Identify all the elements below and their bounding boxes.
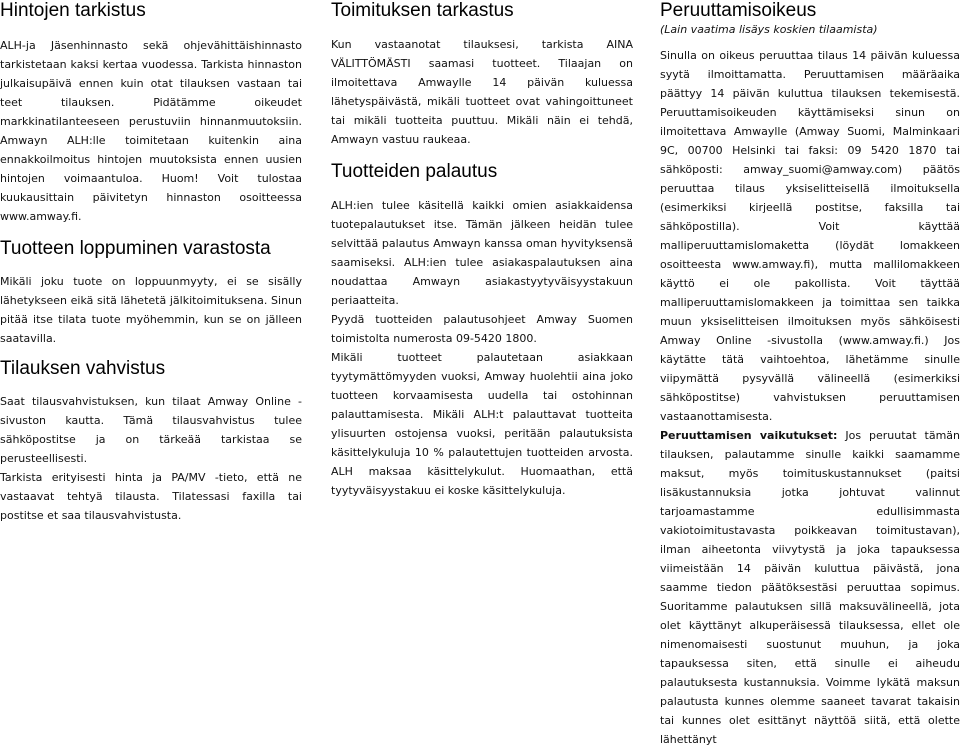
paragraph-order-confirmation-2: Tarkista erityisesti hinta ja PA/MV -tieto, että ne vastaavat tehtyä tilausta. Tilatessasi faxilla tai postitse et saa tilausvahvistusta. bbox=[0, 471, 302, 522]
paragraph-delivery-check: Kun vastaanotat tilauksesi, tarkista AINA VÄLITTÖMÄSTI saamasi tuotteet. Tilaajan on ilmoitettava Amwaylle 14 päivän kuluessa lähetyspäivästä, mikäli tuotteet ovat vahingoittuneet tai mikäli tuotteita puuttuu. Mikäli näin ei tehdä, Amwayn vastuu raukeaa. bbox=[331, 38, 633, 146]
withdrawal-effects-text: Jos peruutat tämän tilauksen, palautamme sinulle kaikki saamamme maksut, myös toimituskustannukset (paitsi lisäkustannuksia jotka johtuvat valinnut tarjoamastamme edullisimmasta vakiotoimitustavasta poikkeavan toimitustavan), ilman aiheetonta viivytystä ja joka tapauksessa viimeistään 14 päivän kuluttua päivästä, jona saamme tiedon päätöksestäsi peruuttaa sopimus. Suoritamme palautuksen sillä maksuvälineellä, jota olet käyttänyt alkuperäisessä tilauksessa, ellet ole nimenomaisesti suostunut muuhun, ja joka tapauksessa siten, että sinulle ei aiheudu palautuksesta kustannuksia. Voimme lykätä maksun palautusta kunnes olemme saaneet tavarat takaisin tai kunnes olet esittänyt näyttöä siitä, että olette lähettänyt bbox=[660, 429, 960, 746]
column-middle bbox=[331, 0, 633, 500]
column-left bbox=[0, 0, 302, 525]
paragraph-returns-1: ALH:ien tulee käsitellä kaikki omien asiakkaidensa tuotepalautukset itse. Tämän jälkeen heidän tulee selvittää palautus Amwayn kanssa oman hyvityksensä saamiseksi. ALH:ien tulee asiakaspalautuksen aina noudattaa Amwayn asiakastyytyväisyystakuun periaatteita. bbox=[331, 199, 633, 307]
subheading-legal-note: (Lain vaatima lisäys koskien tilaamista) bbox=[660, 23, 878, 36]
heading-order-confirmation: Tilauksen vahvistus bbox=[0, 358, 166, 379]
paragraph-out-of-stock: Mikäli joku tuote on loppuunmyyty, ei se sisälly lähetykseen eikä sitä lähetetä jälkitoimituksena. Sinun pitää itse tilata tuote myöhemmin, kun se on jälleen saatavilla. bbox=[0, 275, 302, 345]
heading-price-check: Hintojen tarkistus bbox=[0, 0, 146, 21]
withdrawal-effects-label: Peruuttamisen vaikutukset: bbox=[660, 429, 838, 442]
paragraph-returns-2: Pyydä tuotteiden palautusohjeet Amway Suomen toimistolta numerosta 09-5420 1800. bbox=[331, 313, 633, 345]
column-right bbox=[660, 0, 960, 749]
paragraph-order-confirmation-1: Saat tilausvahvistuksen, kun tilaat Amway Online -sivuston kautta. Tämä tilausvahvistus tulee sähköpostitse ja on tärkeää tarkistaa se perusteellisesti. bbox=[0, 395, 302, 465]
paragraph-returns-3: Mikäli tuotteet palautetaan asiakkaan tyytymättömyyden vuoksi, Amway huolehtii aina joko tuotteen korvaamisesta uudella tai ostohinnan palauttamisesta. Mikäli ALH:t palauttavat tuotteita ylisuurten ostojensa vuoksi, peritään palautuksista käsittelykuluja 10 % palautettujen tuotteiden arvosta. ALH maksaa käsittelykulut. Huomaathan, että tyytyväisyystakuu ei koske käsittelykuluja. bbox=[331, 351, 633, 497]
heading-out-of-stock: Tuotteen loppuminen varastosta bbox=[0, 238, 271, 259]
heading-delivery-check: Toimituksen tarkastus bbox=[331, 0, 514, 21]
paragraph-withdrawal-1: Sinulla on oikeus peruuttaa tilaus 14 päivän kuluessa syytä ilmoittamatta. Peruuttamisen määräaika päättyy 14 päivän kuluttua tilauksen tekemisestä. Peruuttamisoikeuden käyttämiseksi sinun on ilmoitettava Amwaylle (Amway Suomi, Malminkaari 9C, 00700 Helsinki tai faksi: 09 5420 1870 tai sähköposti: amway_suomi@amway.com) päätös peruuttaa tilaus yksiselitteisellä ilmoituksella (esimerkiksi kirjeellä postitse, faksilla tai sähköpostilla). Voit käyttää malliperuuttamislomaketta (löydät lomakkeen osoitteesta www.amway.fi), mutta mallilomakkeen käyttö ei ole pakollista. Voit täyttää malliperuuttamislomakkeen ja toimittaa sen taikka muun yksiselitteisen ilmoituksen myös sähköisesti Amway Online -sivustolla (www.amway.fi.) Jos käytätte tätä vaihtoehtoa, lähetämme sinulle viipymättä pysyvällä välineellä (esimerkiksi sähköpostitse) vahvistuksen peruuttamisen vastaanottamisesta. bbox=[660, 49, 960, 423]
heading-product-returns: Tuotteiden palautus bbox=[331, 161, 498, 182]
paragraph-withdrawal-2 bbox=[660, 426, 960, 749]
paragraph-price-check: ALH-ja Jäsenhinnasto sekä ohjevähittäishinnasto tarkistetaan kaksi kertaa vuodessa. Tarkista hinnaston julkaisupäivä ennen kuin otat tilauksen vastaan tai teet tilauksen. Pidätämme oikeudet markkinatilanteeseen perustuviin hinnanmuutoksiin. Amwayn ALH:lle toimitetaan kuitenkin aina ennakkoilmoitus hintojen muutoksista ennen uusien hintojen voimaantuloa. Huom! Voit tulostaa kuukausittain päivitetyn hinnaston osoitteessa www.amway.fi. bbox=[0, 39, 302, 223]
heading-right-of-withdrawal: Peruuttamisoikeus bbox=[660, 0, 817, 21]
